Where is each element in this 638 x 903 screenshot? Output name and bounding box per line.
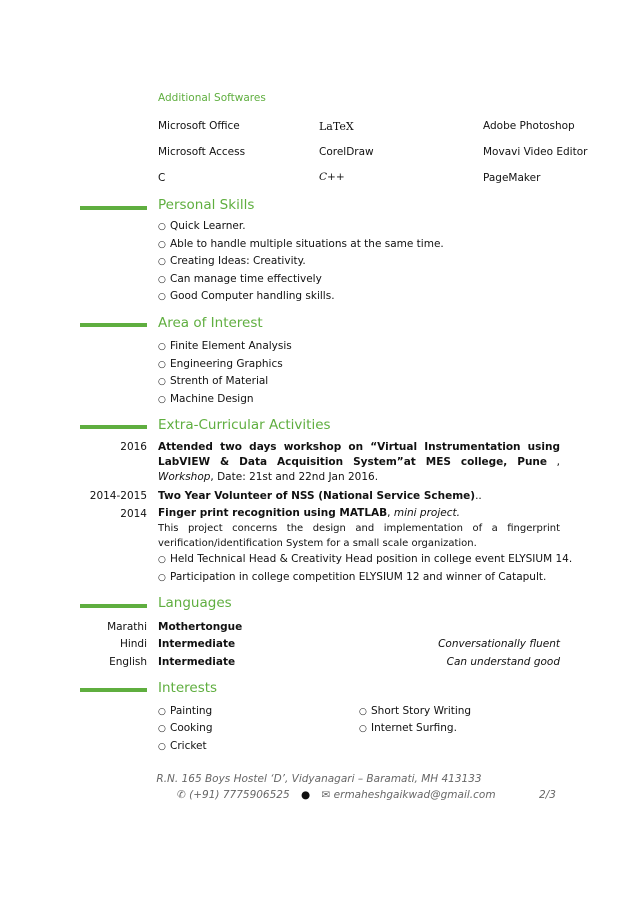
entry-rest: .. [475, 490, 482, 502]
entry-date: 2014 [120, 508, 147, 520]
section-title-personal-skills: Personal Skills [158, 197, 255, 213]
list-item: ○ Able to handle multiple situations at the same time. [158, 238, 444, 250]
entry-sep: , [547, 456, 560, 468]
section-bar [80, 206, 147, 210]
email-icon: ✉ [321, 789, 331, 801]
entry-description: This project concerns the design and implementation of a fingerprint verification/identification System for a small scale organization. [158, 523, 560, 549]
section-bar [80, 323, 147, 327]
software-item: CorelDraw [319, 146, 374, 158]
list-item: ○ Participation in college competition ELYSIUM 12 and winner of Catapult. [158, 571, 546, 583]
list-item: ○ Can manage time effectively [158, 273, 322, 285]
list-item: ○ Quick Learner. [158, 220, 246, 232]
list-item: ○ Strenth of Material [158, 375, 268, 387]
list-item: ○ Painting [158, 705, 212, 717]
section-title-interests: Interests [158, 680, 218, 696]
separator-dot: ● [301, 789, 311, 801]
footer-address: R.N. 165 Boys Hostel ‘D’, Vidyanagari – Baramati, MH 413133 [156, 773, 482, 785]
entry-type: mini project. [393, 507, 460, 519]
list-item: ○ Machine Design [158, 393, 254, 405]
section-title-languages: Languages [158, 595, 232, 611]
entry-type: Workshop [158, 471, 211, 483]
language-level: Mothertongue [158, 621, 243, 633]
language-note: Can understand good [446, 656, 560, 668]
section-bar [80, 688, 147, 692]
footer-phone: (+91) 7775906525 [189, 789, 290, 801]
entry-date: 2016 [120, 441, 147, 453]
section-title-extra-curricular: Extra-Curricular Activities [158, 417, 331, 433]
list-item: ○ Short Story Writing [359, 705, 471, 717]
software-item: Movavi Video Editor [483, 146, 588, 158]
software-item: Adobe Photoshop [483, 120, 575, 132]
software-item: Microsoft Access [158, 146, 246, 158]
language-level: Intermediate [158, 638, 236, 650]
language-note: Conversationally fluent [438, 638, 560, 650]
list-item: ○ Engineering Graphics [158, 358, 283, 370]
language-name: English [109, 656, 147, 668]
entry-title: Two Year Volunteer of NSS (National Service Scheme) [158, 490, 476, 502]
entry-rest: , Date: 21st and 22nd Jan 2016. [210, 471, 379, 483]
section-title-area-of-interest: Area of Interest [158, 315, 263, 331]
footer-contact [177, 789, 496, 801]
software-heading: Additional Softwares [158, 92, 266, 104]
section-bar [80, 604, 147, 608]
list-item: ○ Good Computer handling skills. [158, 290, 335, 302]
section-bar [80, 425, 147, 429]
language-level: Intermediate [158, 656, 236, 668]
language-name: Marathi [107, 621, 147, 633]
list-item: ○ Creating Ideas: Creativity. [158, 255, 306, 267]
entry-title: Attended two days workshop on “Virtual Instrumentation using LabVIEW & Data Acquisition System”at MES college, Pune [158, 441, 560, 468]
software-item: Microsoft Office [158, 120, 240, 132]
list-item: ○ Held Technical Head & Creativity Head position in college event ELYSIUM 14. [158, 553, 572, 565]
list-item: ○ Cricket [158, 740, 207, 752]
entry-workshop [158, 440, 560, 485]
software-item: C++ [319, 171, 345, 183]
footer-email[interactable]: ermaheshgaikwad@gmail.com [333, 789, 496, 801]
list-item: ○ Cooking [158, 722, 213, 734]
entry-nss [158, 490, 482, 502]
latex-logo: LaTeX [319, 120, 354, 133]
entry-title: Finger print recognition using MATLAB [158, 507, 388, 519]
list-item: ○ Finite Element Analysis [158, 340, 292, 352]
list-item: ○ Internet Surfing. [359, 722, 457, 734]
entry-project [158, 507, 460, 519]
entry-sep: , [387, 507, 394, 519]
software-item: C [158, 172, 166, 184]
page-number: 2/3 [539, 789, 556, 801]
software-item-latex [319, 120, 354, 133]
language-name: Hindi [119, 638, 147, 650]
software-item: PageMaker [483, 172, 541, 184]
entry-date: 2014-2015 [89, 490, 147, 502]
phone-icon: ✆ [177, 789, 186, 801]
